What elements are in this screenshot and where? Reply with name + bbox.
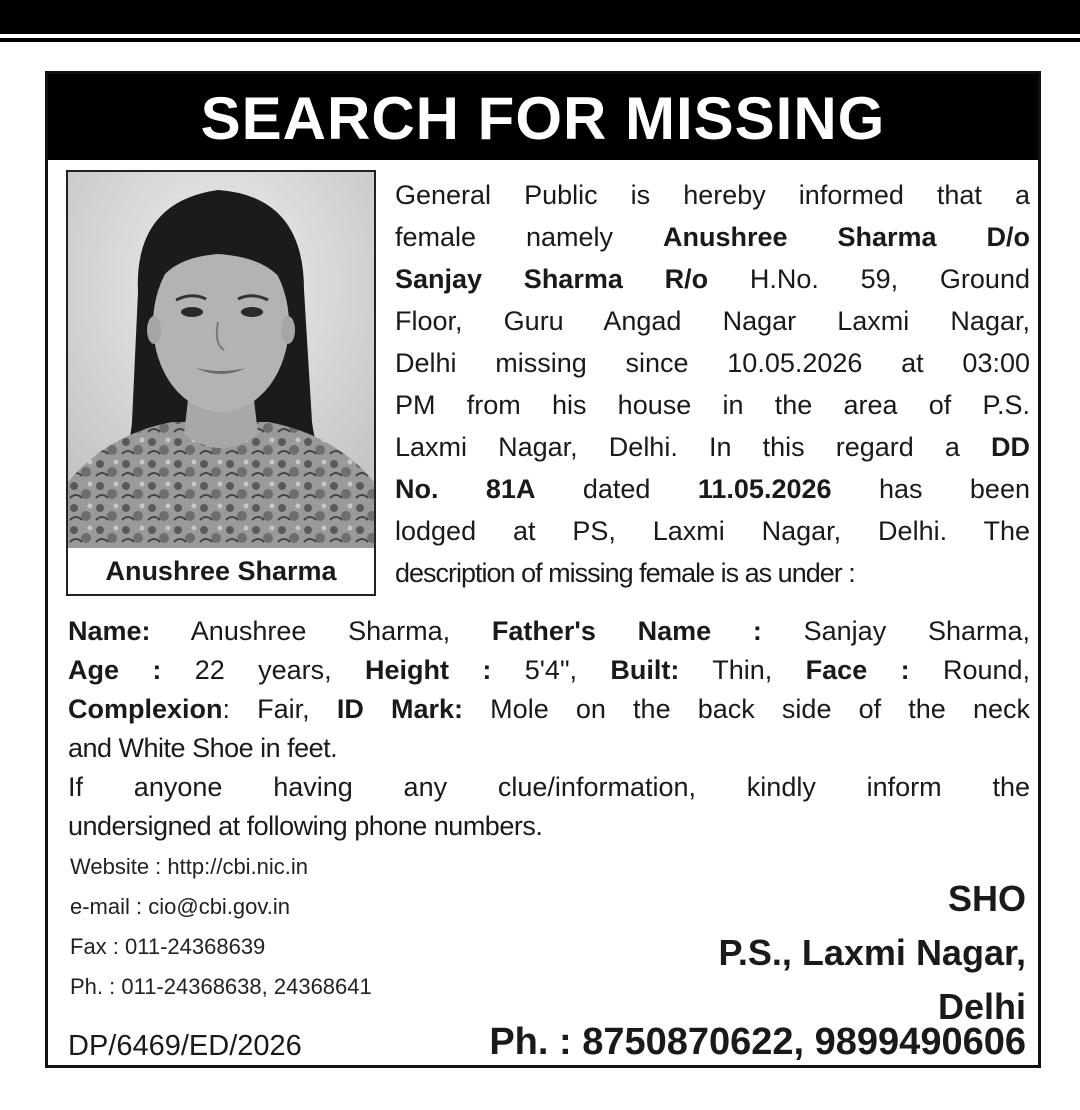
field-value: 22 years,	[161, 655, 366, 685]
intro-text: Delhi missing since 10.05.2026 at 03:00	[395, 348, 1030, 378]
intro-bold-text: No. 81A	[395, 474, 536, 504]
intro-line	[395, 300, 1030, 342]
intro-bold-text: DD	[991, 432, 1030, 462]
intro-bold-text: Sanjay Sharma R/o	[395, 264, 709, 294]
intro-bold-text: 11.05.2026	[697, 474, 832, 504]
intro-line	[395, 426, 1030, 468]
missing-person-photo	[68, 172, 374, 548]
intro-line	[395, 258, 1030, 300]
intro-line	[395, 468, 1030, 510]
intro-line	[395, 552, 1030, 594]
email-link[interactable]: e-mail : cio@cbi.gov.in	[70, 894, 290, 919]
field-label: Name:	[68, 616, 151, 646]
photo-frame	[66, 170, 376, 596]
description-line	[68, 651, 1030, 690]
website-link[interactable]: Website : http://cbi.nic.in	[70, 854, 309, 879]
field-value: Thin,	[679, 655, 806, 685]
description-line	[68, 612, 1030, 651]
advertisement-reference: DP/6469/ED/2026	[68, 1030, 302, 1062]
field-label: Complexion	[68, 694, 223, 724]
intro-text: PM from his house in the area of P.S.	[395, 390, 1030, 420]
appeal-text: If anyone having any clue/information, kindly inform the	[68, 772, 1030, 802]
appeal-line	[68, 768, 1030, 807]
intro-line	[395, 384, 1030, 426]
description-line	[68, 729, 1030, 768]
intro-text: dated	[535, 474, 698, 504]
field-value: : Fair,	[222, 694, 337, 724]
contact-details	[70, 847, 570, 1007]
intro-text: has been	[831, 474, 1030, 504]
intro-line	[395, 342, 1030, 384]
contact-phone-numbers: Ph. : 8750870622, 9899490606	[489, 1021, 1026, 1063]
signatory-title: SHO	[947, 878, 1026, 919]
office-phone-numbers: Ph. : 011-24368638, 24368641	[70, 974, 372, 999]
appeal-line	[68, 807, 1030, 846]
field-label: Father's Name :	[491, 616, 762, 646]
field-label: Height :	[365, 655, 492, 685]
signatory-city: Delhi	[937, 986, 1026, 1027]
intro-text: H.No. 59, Ground	[708, 264, 1030, 294]
intro-line	[395, 174, 1030, 216]
field-value: and White Shoe in feet.	[68, 733, 338, 763]
signatory-station: P.S., Laxmi Nagar,	[718, 932, 1026, 973]
field-label: ID Mark:	[336, 694, 464, 724]
description-line	[68, 690, 1030, 729]
top-rule	[0, 38, 1080, 42]
field-label: Built:	[610, 655, 680, 685]
field-value: Round,	[909, 655, 1031, 685]
intro-text: Floor, Guru Angad Nagar Laxmi Nagar,	[395, 306, 1030, 336]
photo-caption: Anushree Sharma	[105, 556, 337, 586]
intro-line	[395, 216, 1030, 258]
intro-text: lodged at PS, Laxmi Nagar, Delhi. The	[395, 516, 1030, 546]
intro-text: female namely	[395, 222, 663, 252]
intro-line	[395, 510, 1030, 552]
appeal-text: undersigned at following phone numbers.	[68, 811, 543, 841]
field-value: 5'4",	[491, 655, 611, 685]
intro-text: Laxmi Nagar, Delhi. In this regard a	[395, 432, 991, 462]
field-label: Face :	[805, 655, 910, 685]
fax-number: Fax : 011-24368639	[70, 934, 266, 959]
intro-text: description of missing female is as under :	[395, 558, 855, 588]
notice-banner	[48, 74, 1038, 160]
intro-bold-text: Anushree Sharma D/o	[663, 222, 1030, 252]
field-value: Anushree Sharma,	[150, 616, 492, 646]
top-black-bar	[0, 0, 1080, 34]
field-value: Mole on the back side of the neck	[463, 694, 1031, 724]
missing-person-notice	[45, 71, 1041, 1068]
notice-intro-paragraph	[395, 174, 1030, 594]
field-value: Sanjay Sharma,	[761, 616, 1030, 646]
field-label: Age :	[68, 655, 162, 685]
missing-person-description	[68, 612, 1030, 846]
signatory-block	[719, 872, 1027, 1034]
notice-title: SEARCH FOR MISSING	[200, 85, 886, 152]
intro-text: General Public is hereby informed that a	[395, 180, 1030, 210]
